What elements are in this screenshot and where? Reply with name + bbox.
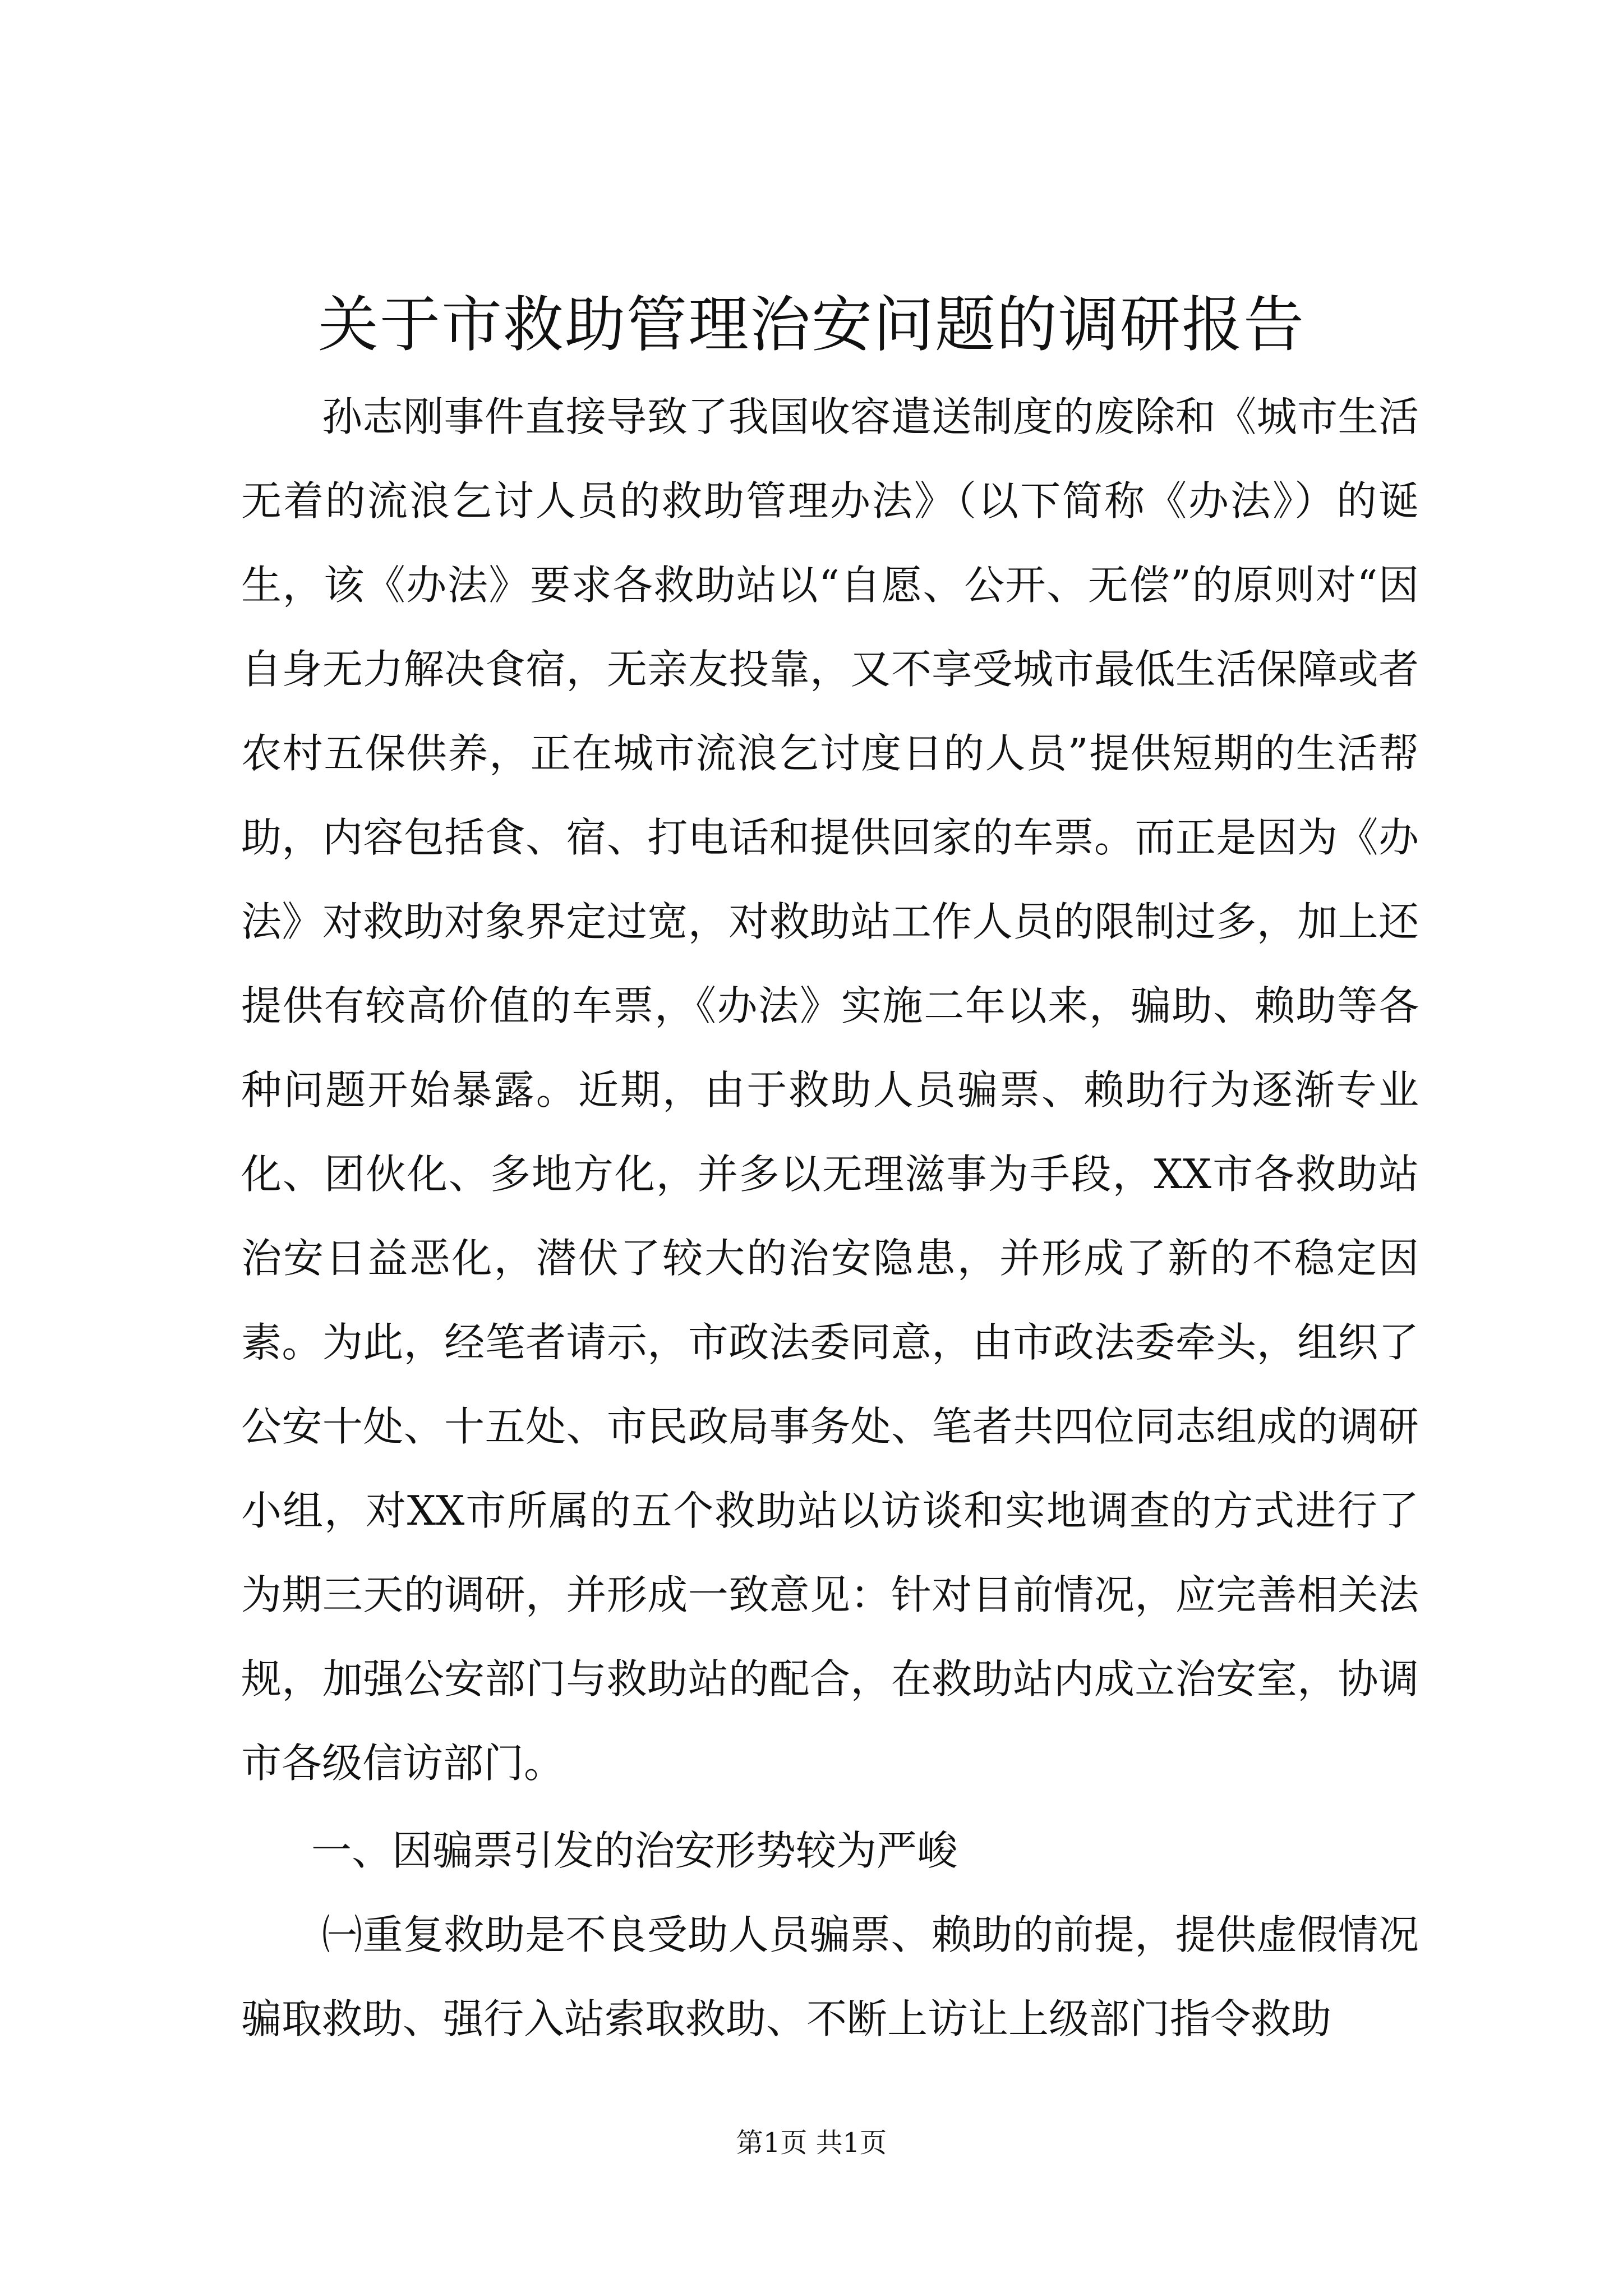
section-heading: 一、因骗票引发的治安形势较为严峻 [311, 1827, 958, 1874]
document-body [241, 375, 1419, 2061]
intro-paragraph: 孙志刚事件直接导致了我国收容遣送制度的废除和《城市生活无着的流浪乞讨人员的救助管理办法》（以下简称《办法》）的诞生，该《办法》要求各救助站以“自愿、公开、无偿”的原则对“因自身无力解决食宿，无亲友投靠，又不享受城市最低生活保障或者农村五保供养，正在城市流浪乞讨度日的人员”提供短期的生活帮助，内容包括食、宿、打电话和提供回家的车票。而正是因为《办法》对救助对象界定过宽，对救助站工作人员的限制过多，加上还提供有较高价值的车票，《办法》实施二年以来，骗助、赖助等各种问题开始暴露。近期，由于救助人员骗票、赖助行为逐渐专业化、团伙化、多地方化，并多以无理滋事为手段，XX市各救助站治安日益恶化，潜伏了较大的治安隐患，并形成了新的不稳定因素。为此，经笔者请示，市政法委同意，由市政法委牵头，组织了公安十处、十五处、市民政局事务处、笔者共四位同志组成的调研小组，对XX市所属的五个救助站以访谈和实地调查的方式进行了为期三天的调研，并形成一致意见：针对目前情况，应完善相关法规，加强公安部门与救助站的配合，在救助站内成立治安室，协调市各级信访部门。 [241, 393, 1419, 1787]
page-footer: 第1页 共1页 [736, 2127, 887, 2159]
document-title: 关于市救助管理治安问题的调研报告 [317, 290, 1305, 360]
sub-paragraph: ㈠重复救助是不良受助人员骗票、赖助的前提，提供虚假情况骗取救助、强行入站索取救助、不断上访让上级部门指令救助 [241, 1911, 1419, 2042]
